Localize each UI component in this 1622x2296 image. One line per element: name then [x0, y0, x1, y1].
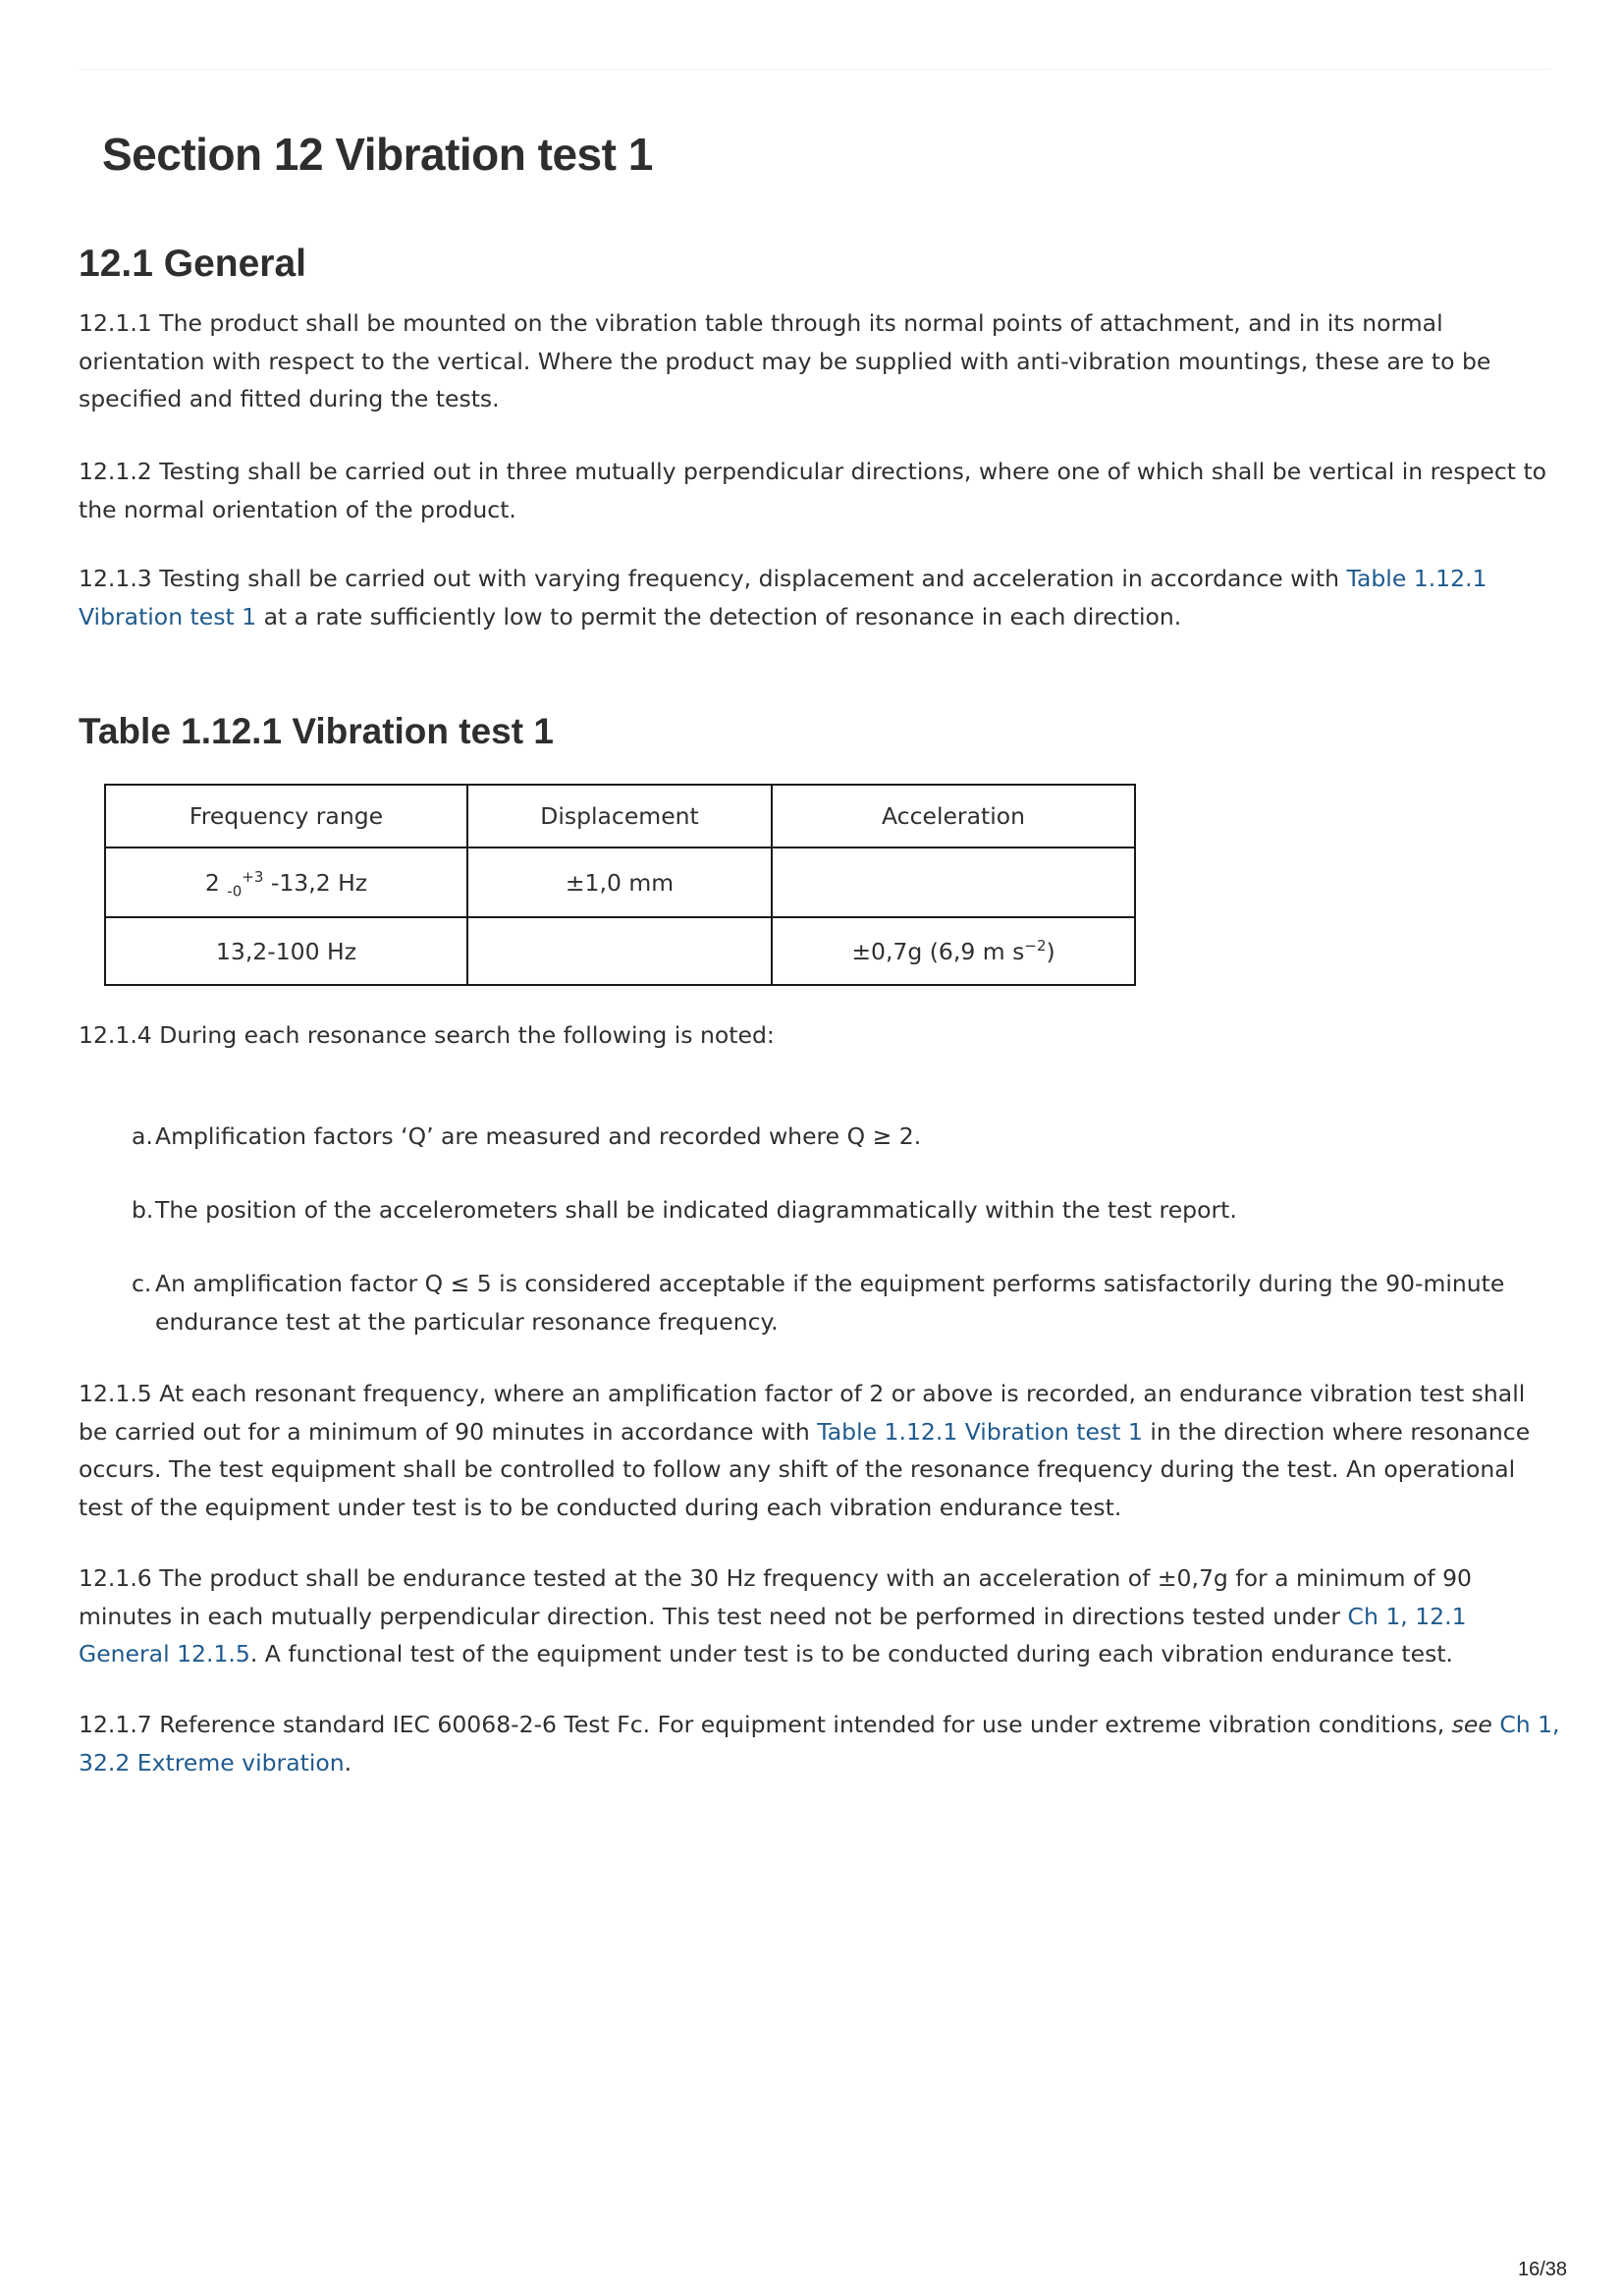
- list-marker: c.: [132, 1270, 152, 1297]
- subsection-title: 12.1 General: [79, 243, 306, 285]
- section-title: Section 12 Vibration test 1: [102, 129, 653, 180]
- table-link[interactable]: Table 1.12.1 Vibration test 1: [79, 565, 1487, 630]
- table-header-displacement: Displacement: [467, 785, 772, 847]
- paragraph-12-1-5: 12.1.5 At each resonant frequency, where an amplification factor of 2 or above is recorded, an endurance vibration test shall be carried out for a minimum of 90 minutes in accordance with Table 1.12.1 Vibration test 1 in the direction where resonance occurs. The test equipment shall be controlled to follow any shift of the resonance frequency during the test. An operational test of the equipment under test is to be conducted during each vibration endurance test.: [79, 1380, 1531, 1521]
- table-cell-frequency: 2 $_{-0}^{+3}$ -13,2 Hz: [105, 847, 467, 917]
- table-row: [105, 917, 1135, 985]
- table-row: [105, 847, 1135, 917]
- paragraph-12-1-1: 12.1.1 The product shall be mounted on the vibration table through its normal points of attachment, and in its normal orientation with respect to the vertical. Where the product may be supplied with anti-vibration mountings, these are to be specified and fitted during the tests.: [79, 309, 1491, 412]
- table-cell-frequency: 13,2-100 Hz: [105, 917, 467, 985]
- list-marker: a.: [132, 1122, 153, 1150]
- page-number: 16/38: [1518, 2259, 1568, 2280]
- list-item: a. Amplification factors ‘Q’ are measured and recorded where Q ≥ 2.: [155, 1118, 1579, 1156]
- extreme-vibration-link[interactable]: Ch 1, 32.2 Extreme vibration: [79, 1711, 1560, 1777]
- table-cell-displacement: ±1,0 mm: [467, 847, 772, 917]
- paragraph-12-1-2: 12.1.2 Testing shall be carried out in three mutually perpendicular directions, where one of which shall be vertical in respect to the normal orientation of the product.: [79, 458, 1547, 523]
- paragraph-text: at a rate sufficiently low to permit the detection of resonance in each direction.: [256, 602, 1182, 630]
- paragraph-12-1-6: 12.1.6 The product shall be endurance tested at the 30 Hz frequency with an acceleration of ±0,7g for a minimum of 90 minutes in each mutually perpendicular direction. This test need not be performed in directions tested under Ch 1, 12.1 General 12.1.5. A functional test of the equipment under test is to be conducted during each vibration endurance test.: [79, 1564, 1472, 1667]
- paragraph-text: 12.1.3 Testing shall be carried out with varying frequency, displacement and acceleration in accordance with: [79, 565, 1347, 592]
- table-header-acceleration: Acceleration: [772, 785, 1135, 847]
- list-item: b. The position of the accelerometers shall be indicated diagrammatically within the test report.: [155, 1191, 1579, 1230]
- paragraph-12-1-7: 12.1.7 Reference standard IEC 60068-2-6 Test Fc. For equipment intended for use under extreme vibration conditions, see Ch 1, 32.2 Extreme vibration.: [79, 1711, 1560, 1777]
- table-cell-displacement: [467, 917, 772, 985]
- paragraph-12-1-4: 12.1.4 During each resonance search the following is noted:: [79, 1021, 775, 1049]
- noted-list: [132, 1118, 1579, 1340]
- vibration-table: [104, 784, 1136, 986]
- table-header-frequency: Frequency range: [105, 785, 467, 847]
- header-rule: [79, 69, 1551, 70]
- chapter-link[interactable]: Ch 1, 12.1 General 12.1.5: [79, 1602, 1467, 1667]
- table-title: Table 1.12.1 Vibration test 1: [79, 711, 554, 751]
- paragraph-12-1-3: [79, 560, 1561, 635]
- list-marker: b.: [132, 1195, 154, 1224]
- list-item: c. An amplification factor Q ≤ 5 is considered acceptable if the equipment performs satisfactorily during the 90-minute endurance test at the particular resonance frequency.: [155, 1265, 1579, 1340]
- table-cell-acceleration: [772, 847, 1135, 917]
- table-cell-acceleration: ±0,7g (6,9 m $s^{-2}$): [772, 917, 1135, 985]
- table-link[interactable]: Table 1.12.1 Vibration test 1: [817, 1417, 1143, 1446]
